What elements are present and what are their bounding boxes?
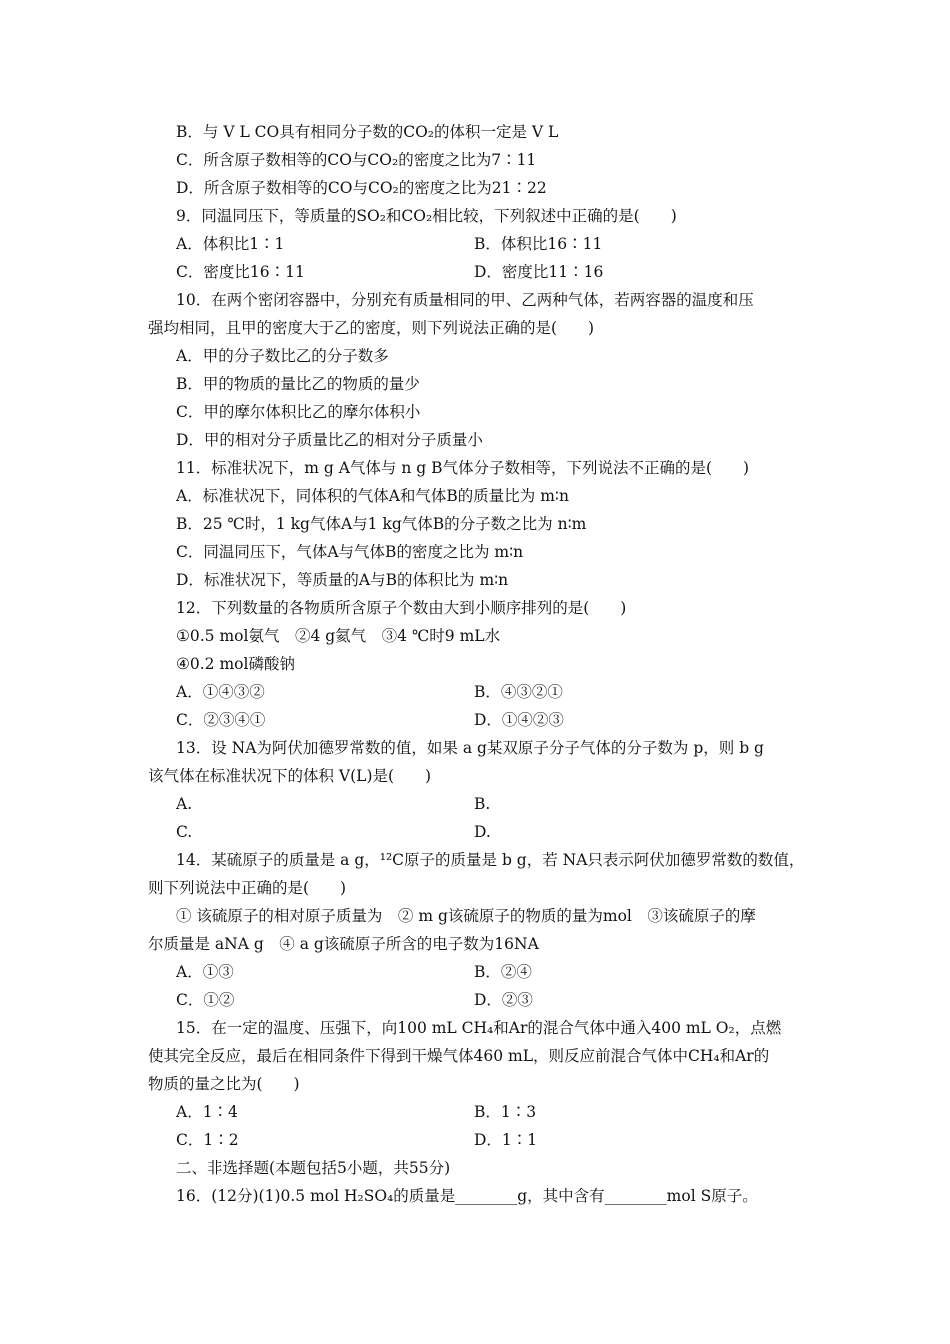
q14-option-c: C．①② <box>176 991 235 1009</box>
q13-option-b: B. <box>474 795 491 813</box>
q14-stem-line2: 则下列说法中正确的是( ) <box>148 879 347 897</box>
q9-option-b: B．体积比16∶11 <box>474 235 603 253</box>
q8-option-b: B．与 V L CO具有相同分子数的CO₂的体积一定是 V L <box>176 123 559 141</box>
q16-stem: 16．(12分)(1)0.5 mol H₂SO₄的质量是________g，其中含有________mol S原子。 <box>176 1187 758 1205</box>
q14-option-d: D．②③ <box>474 991 533 1009</box>
q9-option-a: A．体积比1∶1 <box>176 235 285 253</box>
q15-option-b: B．1∶3 <box>474 1103 537 1121</box>
q12-option-d: D．①④②③ <box>474 711 564 729</box>
q12-stem: 12．下列数量的各物质所含原子个数由大到小顺序排列的是( ) <box>176 599 627 617</box>
q12-option-b: B．④③②① <box>474 683 563 701</box>
q12-option-c: C．②③④① <box>176 711 266 729</box>
q10-stem-line1: 10．在两个密闭容器中，分别充有质量相同的甲、乙两种气体，若两容器的温度和压 <box>176 291 754 309</box>
q15-stem-line3: 物质的量之比为( ) <box>148 1075 300 1093</box>
q10-option-d: D．甲的相对分子质量比乙的相对分子质量小 <box>176 431 483 449</box>
q9-option-c: C．密度比16∶11 <box>176 263 305 281</box>
q8-option-d: D．所含原子数相等的CO与CO₂的密度之比为21∶22 <box>176 179 547 197</box>
q14-items-line1: ① 该硫原子的相对原子质量为 ② m g该硫原子的物质的量为mol ③该硫原子的摩 <box>176 907 756 925</box>
q15-option-d: D．1∶1 <box>474 1131 538 1149</box>
q10-option-b: B．甲的物质的量比乙的物质的量少 <box>176 375 420 393</box>
q10-option-a: A．甲的分子数比乙的分子数多 <box>176 347 389 365</box>
q15-stem-line2: 使其完全反应，最后在相同条件下得到干燥气体460 mL，则反应前混合气体中CH₄和Ar的 <box>148 1047 770 1065</box>
q14-option-b: B．②④ <box>474 963 532 981</box>
section-heading: 二、非选择题(本题包括5小题，共55分) <box>176 1159 451 1177</box>
q13-option-d: D. <box>474 823 491 841</box>
q9-stem: 9．同温同压下，等质量的SO₂和CO₂相比较，下列叙述中正确的是( ) <box>176 207 677 225</box>
q11-stem: 11．标准状况下，m g A气体与 n g B气体分子数相等，下列说法不正确的是( ) <box>176 459 750 477</box>
q11-option-c: C．同温同压下，气体A与气体B的密度之比为 m∶n <box>176 543 524 561</box>
q14-items-line2: 尔质量是 aNA g ④ a g该硫原子所含的电子数为16NA <box>148 935 539 953</box>
q15-stem-line1: 15．在一定的温度、压强下，向100 mL CH₄和Ar的混合气体中通入400 mL O₂，点燃 <box>176 1019 782 1037</box>
q11-option-a: A．标准状况下，同体积的气体A和气体B的质量比为 m∶n <box>176 487 569 505</box>
q12-items-line1: ①0.5 mol氨气 ②4 g氦气 ③4 ℃时9 mL水 <box>176 627 501 645</box>
q10-stem-line2: 强均相同，且甲的密度大于乙的密度，则下列说法正确的是( ) <box>148 319 595 337</box>
q12-items-line2: ④0.2 mol磷酸钠 <box>176 655 295 673</box>
q9-option-d: D．密度比11∶16 <box>474 263 604 281</box>
q15-option-c: C．1∶2 <box>176 1131 239 1149</box>
q14-stem-line1: 14．某硫原子的质量是 a g，¹²C原子的质量是 b g，若 NA只表示阿伏加德罗常数的数值， <box>176 851 805 869</box>
q10-option-c: C．甲的摩尔体积比乙的摩尔体积小 <box>176 403 421 421</box>
q15-option-a: A．1∶4 <box>176 1103 238 1121</box>
q11-option-b: B．25 ℃时，1 kg气体A与1 kg气体B的分子数之比为 n∶m <box>176 515 587 533</box>
q12-option-a: A．①④③② <box>176 683 265 701</box>
q13-option-a: A. <box>176 795 193 813</box>
q13-option-c: C. <box>176 823 193 841</box>
q8-option-c: C．所含原子数相等的CO与CO₂的密度之比为7∶11 <box>176 151 537 169</box>
q14-option-a: A．①③ <box>176 963 234 981</box>
q11-option-d: D．标准状况下，等质量的A与B的体积比为 m∶n <box>176 571 509 589</box>
q13-stem-line1: 13．设 NA为阿伏加德罗常数的值，如果 a g某双原子分子气体的分子数为 p，则 b g <box>176 739 764 757</box>
q13-stem-line2: 该气体在标准状况下的体积 V(L)是( ) <box>148 767 432 785</box>
